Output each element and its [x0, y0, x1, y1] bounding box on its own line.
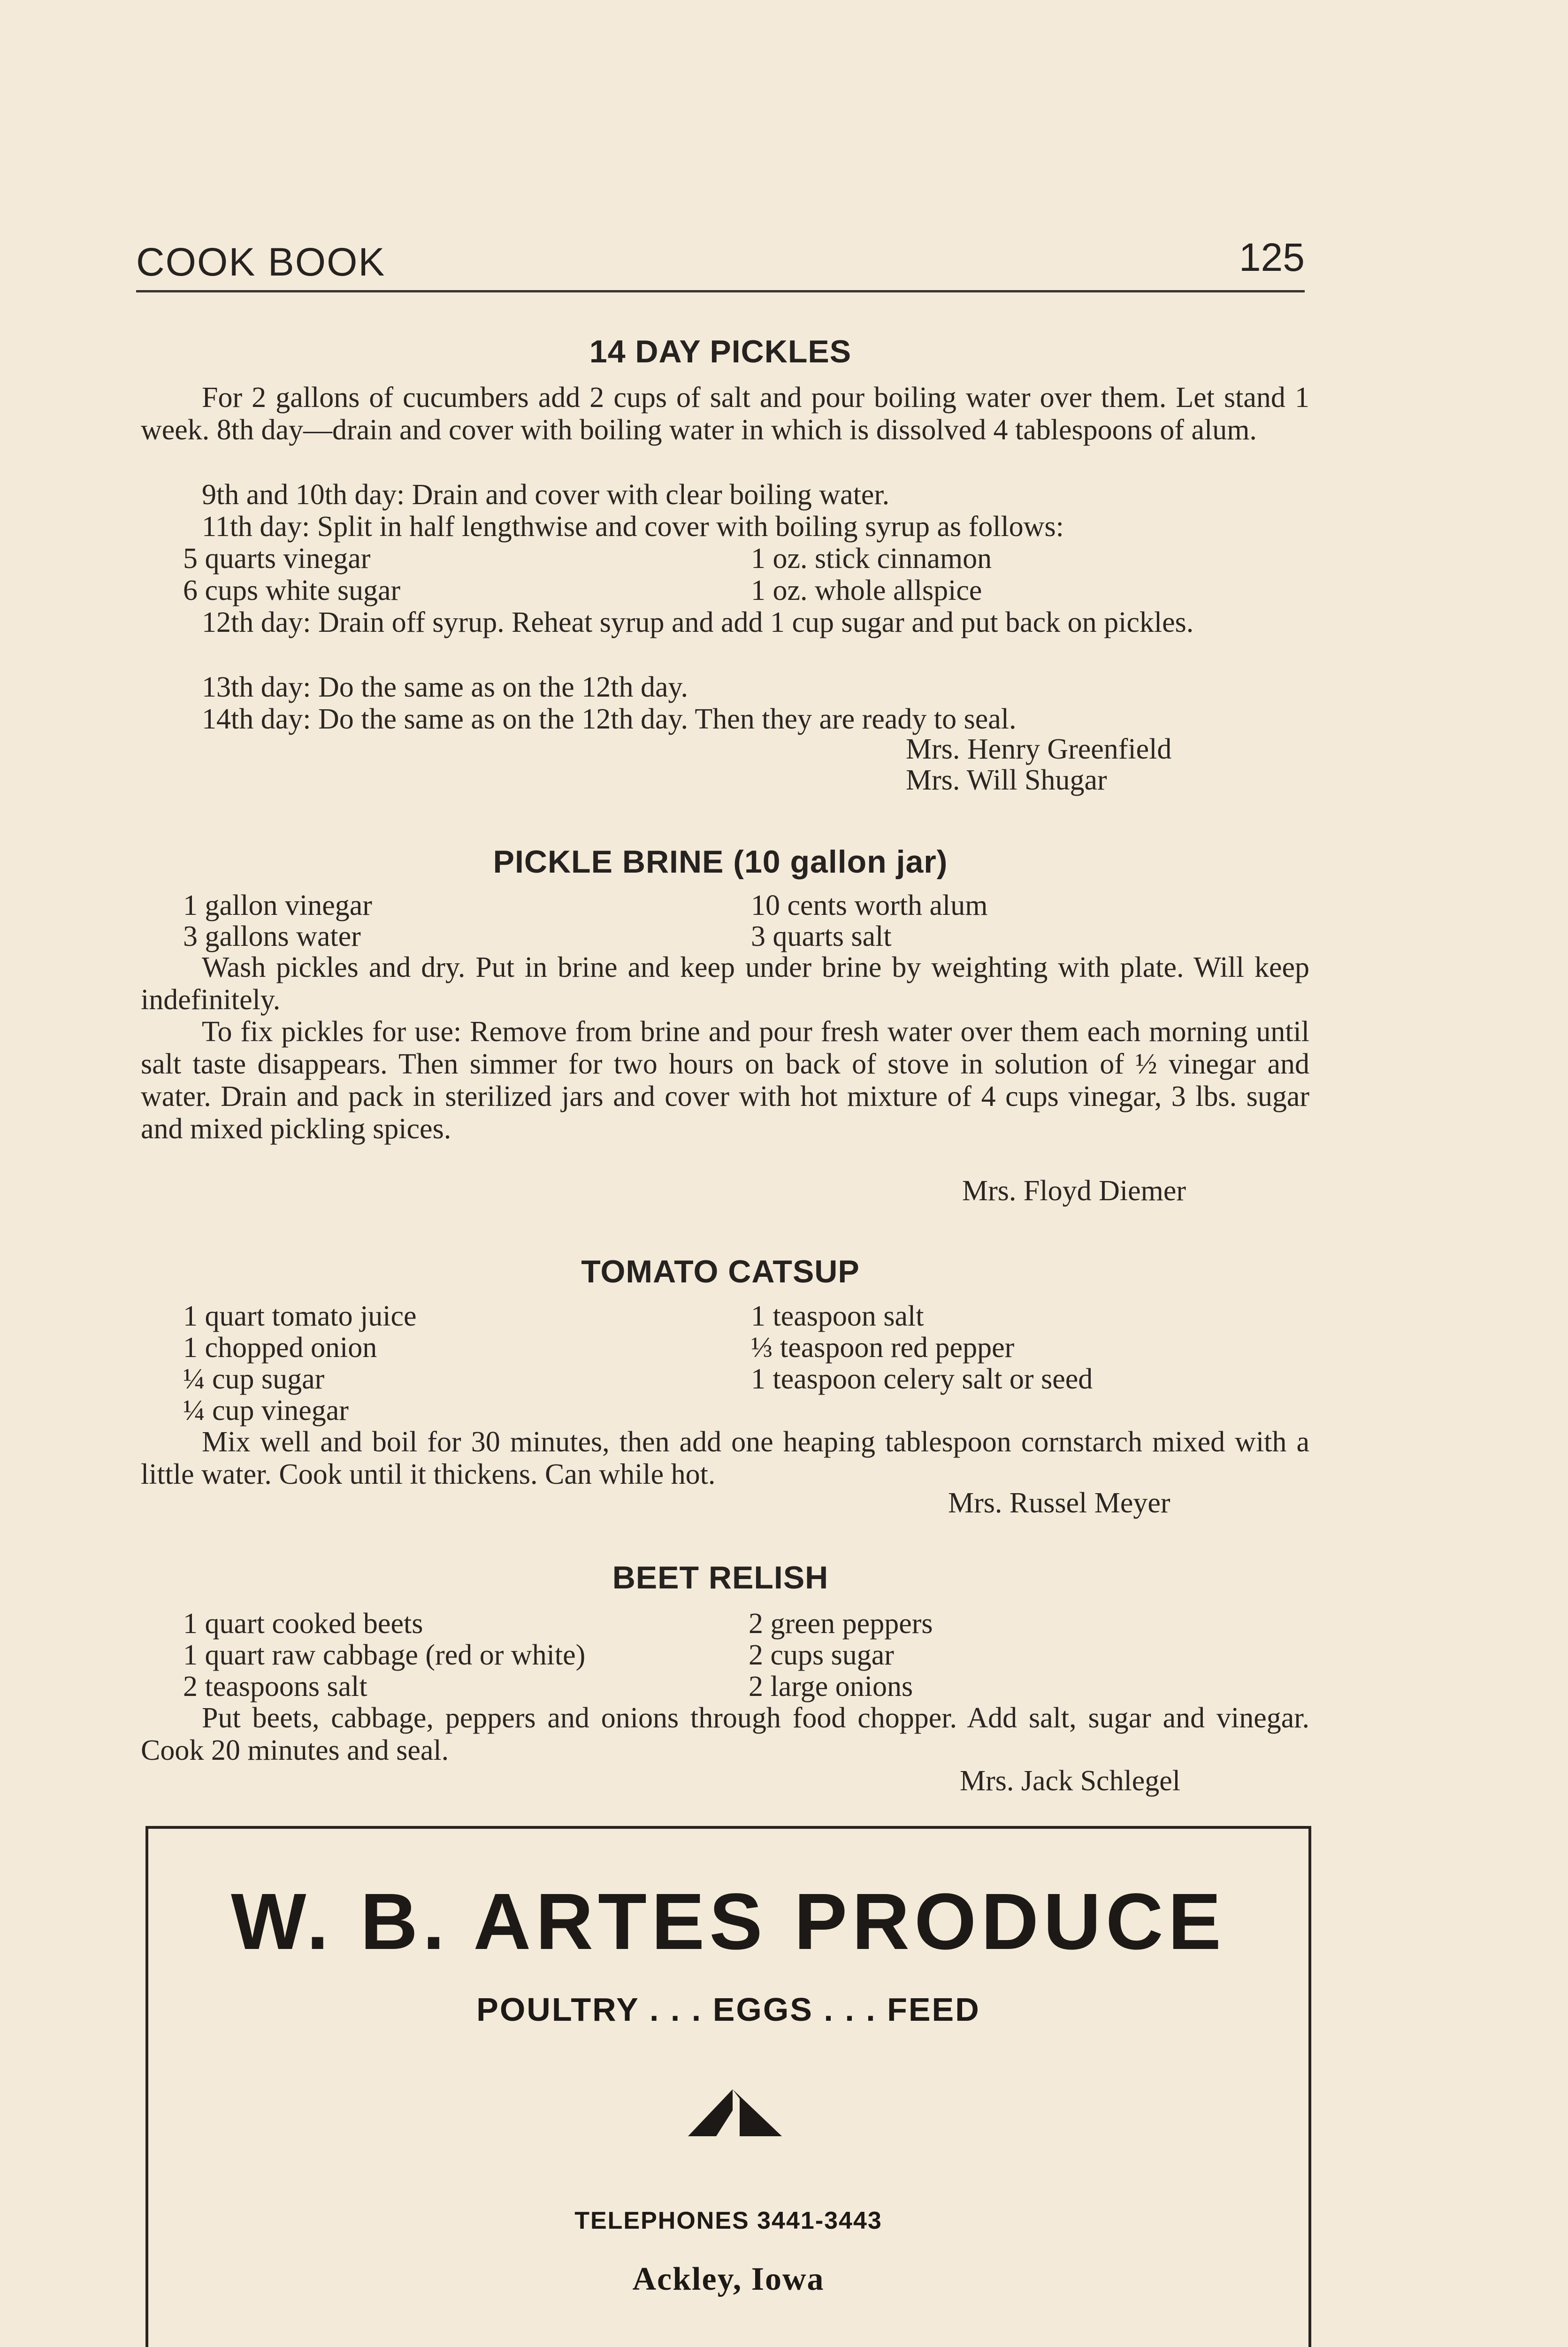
recipe-paragraph: 12th day: Drain off syrup. Reheat syrup and add 1 cup sugar and put back on pickles.	[202, 606, 1194, 638]
header-rule	[136, 290, 1305, 292]
ad-business-name: W. B. ARTES PRODUCE	[231, 1877, 1226, 1966]
recipe-paragraph: For 2 gallons of cucumbers add 2 cups of salt and pour boiling water over them. Let stand 1 week. 8th day—drain and cover with boiling water in which is dissolved 4 tablespoons of alum.	[141, 382, 1309, 446]
recipe-paragraph: 14th day: Do the same as on the 12th day. Then they are ready to seal.	[202, 703, 1017, 735]
ingredient-item: 1 chopped onion	[183, 1332, 377, 1364]
ingredient-item: ¼ cup vinegar	[183, 1395, 349, 1427]
recipe-paragraph: 11th day: Split in half lengthwise and cover with boiling syrup as follows:	[202, 511, 1064, 543]
ingredient-item: 5 quarts vinegar	[183, 543, 371, 575]
recipe-title-tomato-catsup: TOMATO CATSUP	[581, 1254, 860, 1289]
ingredient-item: 2 large onions	[749, 1671, 913, 1703]
recipe-title-beet-relish: BEET RELISH	[612, 1560, 829, 1595]
ingredient-item: 3 gallons water	[183, 920, 361, 952]
recipe-paragraph: 13th day: Do the same as on the 12th day.	[202, 671, 688, 703]
recipe-paragraph: Put beets, cabbage, peppers and onions through food chopper. Add salt, sugar and vinegar. Cook 20 minutes and seal.	[141, 1702, 1309, 1766]
header-title: COOK BOOK	[136, 240, 386, 284]
ingredient-item: ⅓ teaspoon red pepper	[751, 1332, 1015, 1364]
ad-tagline: POULTRY . . . EGGS . . . FEED	[476, 1991, 980, 2028]
ingredient-item: 6 cups white sugar	[183, 575, 401, 606]
recipe-paragraph: Wash pickles and dry. Put in brine and keep under brine by weighting with plate. Will keep indefinitely.	[141, 951, 1309, 1016]
ingredient-item: 2 green peppers	[749, 1608, 933, 1640]
ingredient-item: 1 gallon vinegar	[183, 890, 372, 921]
page-header	[136, 235, 1305, 296]
ingredient-item: 1 oz. stick cinnamon	[751, 543, 992, 575]
ingredient-item: 1 quart tomato juice	[183, 1300, 417, 1332]
recipe-paragraph: 9th and 10th day: Drain and cover with clear boiling water.	[202, 479, 890, 511]
tent-logo-icon	[688, 2089, 782, 2136]
recipe-signature: Mrs. Russel Meyer	[948, 1487, 1170, 1519]
recipe-paragraph: Mix well and boil for 30 minutes, then add one heaping tablespoon cornstarch mixed with a little water. Cook until it thickens. Can while hot.	[141, 1426, 1309, 1490]
recipe-paragraph: To fix pickles for use: Remove from brine and pour fresh water over them each morning until salt taste disappears. Then simmer for two hours on back of stove in solution of ½ vinegar and water. Drain and pack in sterilized jars and cover with hot mixture of 4 cups vinegar, 3 lbs. sugar and mixed pickling spices.	[141, 1016, 1309, 1145]
recipe-signature: Mrs. Henry Greenfield	[906, 733, 1172, 765]
recipe-signature: Mrs. Jack Schlegel	[960, 1765, 1181, 1797]
ingredient-item: 2 teaspoons salt	[183, 1671, 367, 1703]
ingredient-item: 1 teaspoon salt	[751, 1300, 924, 1332]
ingredient-item: 10 cents worth alum	[751, 890, 988, 921]
ingredient-item: 1 teaspoon celery salt or seed	[751, 1363, 1093, 1395]
recipe-title-14-day-pickles: 14 DAY PICKLES	[589, 334, 852, 369]
recipe-signature: Mrs. Will Shugar	[906, 764, 1107, 796]
ingredient-item: 1 oz. whole allspice	[751, 575, 982, 606]
advertisement-box	[145, 1826, 1311, 2347]
ad-city: Ackley, Iowa	[632, 2261, 825, 2297]
ingredient-item: ¼ cup sugar	[183, 1363, 325, 1395]
page-number: 125	[1239, 235, 1305, 279]
recipe-title-pickle-brine: PICKLE BRINE (10 gallon jar)	[493, 844, 948, 880]
ad-telephones: TELEPHONES 3441-3443	[574, 2207, 882, 2234]
ingredient-item: 1 quart cooked beets	[183, 1608, 423, 1640]
ingredient-item: 1 quart raw cabbage (red or white)	[183, 1639, 586, 1671]
ingredient-item: 2 cups sugar	[749, 1639, 894, 1671]
recipe-signature: Mrs. Floyd Diemer	[962, 1175, 1186, 1207]
ingredient-item: 3 quarts salt	[751, 920, 892, 952]
